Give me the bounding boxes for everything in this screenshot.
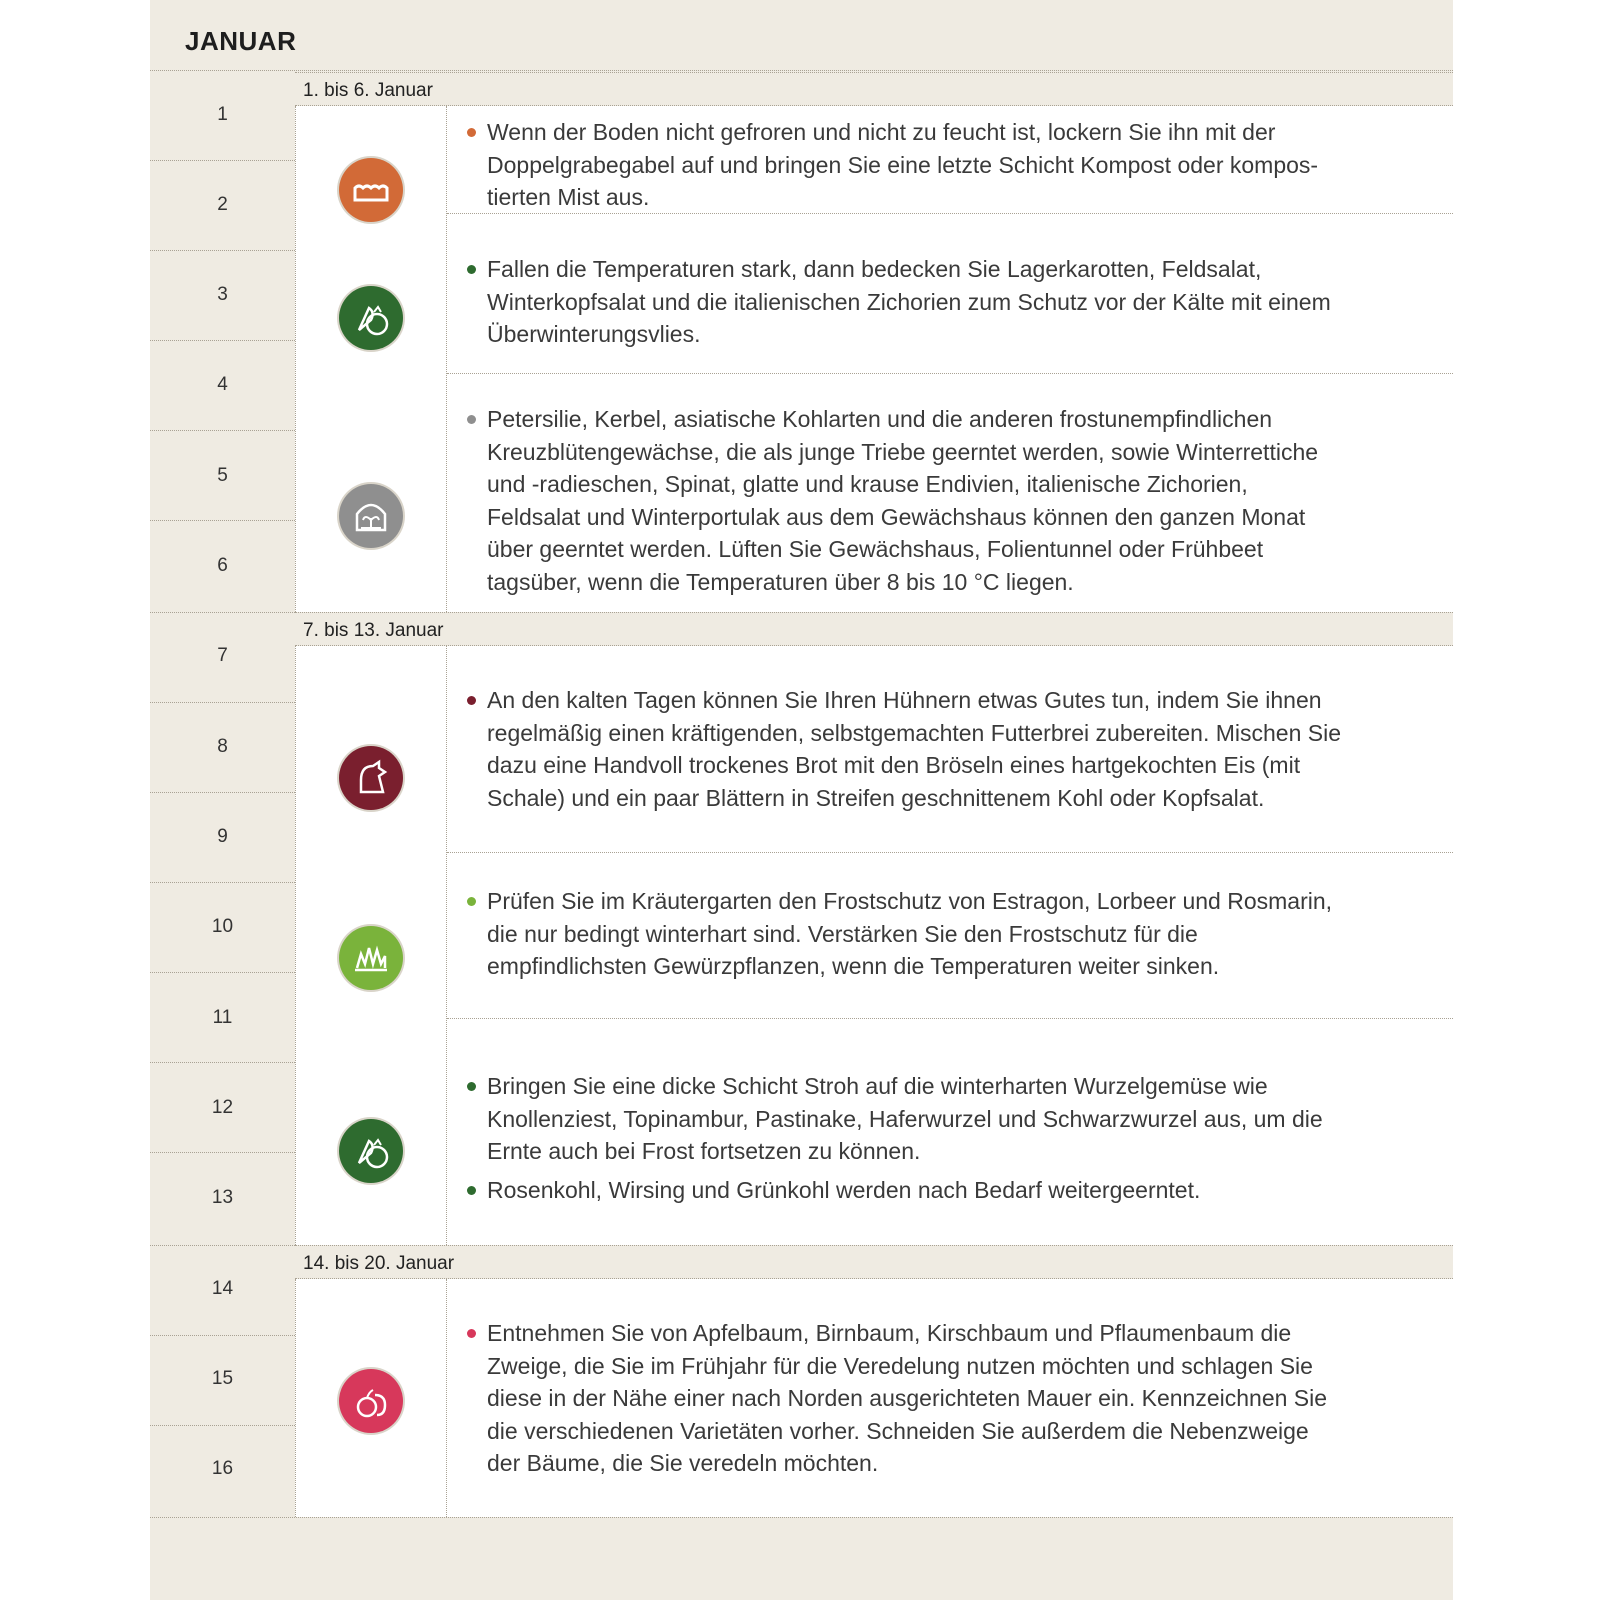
task-entry xyxy=(447,1018,1453,1245)
day-number: 13 xyxy=(211,1187,234,1208)
task-entry xyxy=(447,106,1453,214)
bullet-dot-icon xyxy=(467,1329,476,1338)
task-text xyxy=(447,684,1347,814)
task-entry xyxy=(447,852,1453,1019)
herbs-icon xyxy=(339,926,403,990)
week-label: 1. bis 6. Januar xyxy=(295,72,1453,106)
day-divider xyxy=(150,972,295,973)
task-bullet-text: An den kalten Tagen können Sie Ihren Hühnern etwas Gutes tun, indem Sie ihnen regelmäßig einen kräftigenden, selbstgemachten Futterbrei zubereiten. Mischen Sie dazu eine Handvoll trockenes Brot mit den Bröseln eines hartgekochten Eis (mit Schale) und ein paar Blättern in Streifen geschnittenem Kohl oder Kopfsalat. xyxy=(487,687,1342,811)
week-body xyxy=(295,106,1453,612)
task-entry xyxy=(447,213,1453,374)
bullet-dot-icon xyxy=(467,696,476,705)
task-bullet-text: Wenn der Boden nicht gefroren und nicht zu feucht ist, lockern Sie ihn mit der Doppelgrabegabel auf und bringen Sie eine letzte Schicht Kompost oder kompostierten Mist aus. xyxy=(487,119,1319,210)
bullet-dot-icon xyxy=(467,415,476,424)
day-number: 8 xyxy=(217,736,228,757)
task-bullet xyxy=(447,1174,1347,1207)
chicken-icon xyxy=(339,746,403,810)
greenhouse-icon xyxy=(339,484,403,548)
task-bullet-text: Entnehmen Sie von Apfelbaum, Birnbaum, Kirschbaum und Pflaumenbaum die Zweige, die Sie im Frühjahr für die Veredelung nutzen möchten und schlagen Sie diese in der Nähe einer nach Norden ausgerichteten Mauer ein. Kennzeichnen Sie die verschiedenen Varietäten vorher. Schneiden Sie außerdem die Nebenzweige der Bäume, die Sie veredeln möchten. xyxy=(487,1320,1328,1476)
day-number: 4 xyxy=(217,374,228,395)
day-divider xyxy=(150,250,295,251)
day-number: 14 xyxy=(211,1278,234,1299)
month-title: JANUAR xyxy=(185,26,297,56)
task-bullet xyxy=(447,403,1347,598)
day-divider xyxy=(150,702,295,703)
day-number: 7 xyxy=(217,645,228,666)
task-text xyxy=(447,1070,1347,1206)
day-number: 16 xyxy=(211,1458,234,1479)
task-text xyxy=(447,885,1347,983)
task-bullet xyxy=(447,1317,1347,1480)
task-bullet xyxy=(447,1070,1347,1168)
day-divider xyxy=(150,792,295,793)
task-bullet-text: Petersilie, Kerbel, asiatische Kohlarten und die anderen frostunempfindlichen Kreuzblütengewächse, die als junge Triebe geerntet werden, sowie Winterrettiche und -radieschen, Spinat, glatte und krause Endivien, italienische Zichorien, Feldsalat und Winterportulak aus dem Gewächshaus können den ganzen Monat über geerntet werden. Lüften Sie Gewächshaus, Folientunnel oder Frühbeet tagsüber, wenn die Temperaturen über 8 bis 10 °C liegen. xyxy=(487,406,1319,595)
bullet-dot-icon xyxy=(467,1186,476,1195)
day-divider xyxy=(150,1245,295,1246)
day-number: 2 xyxy=(217,194,228,215)
header-divider xyxy=(150,70,1453,71)
day-divider xyxy=(150,1425,295,1426)
week-label: 14. bis 20. Januar xyxy=(295,1245,1453,1279)
icon-column xyxy=(296,646,447,1245)
day-divider xyxy=(150,882,295,883)
vegetable-icon xyxy=(339,286,403,350)
task-bullet-text: Prüfen Sie im Kräutergarten den Frostschutz von Estragon, Lorbeer und Rosmarin, die nur bedingt winterhart sind. Verstärken Sie den Frostschutz für die empfindlichsten Gewürzpflanzen, wenn die Temperaturen weiter sinken. xyxy=(487,888,1333,979)
calendar-page xyxy=(150,0,1453,1600)
task-bullet-text: Fallen die Temperaturen stark, dann bedecken Sie Lagerkarotten, Feldsalat, Winterkopfsalat und die italienischen Zichorien zum Schutz vor der Kälte mit einem Überwinterungsvlies. xyxy=(487,256,1331,347)
day-number: 3 xyxy=(217,284,228,305)
task-bullet xyxy=(447,116,1347,214)
vegetable-icon xyxy=(339,1119,403,1183)
day-divider xyxy=(150,1335,295,1336)
fruit-icon xyxy=(339,1369,403,1433)
task-text xyxy=(447,1317,1347,1480)
day-number: 15 xyxy=(211,1368,234,1389)
task-entry xyxy=(447,646,1453,853)
day-divider xyxy=(150,520,295,521)
task-bullet xyxy=(447,684,1347,814)
bullet-dot-icon xyxy=(467,128,476,137)
bullet-dot-icon xyxy=(467,1082,476,1091)
day-number: 10 xyxy=(211,916,234,937)
day-number: 11 xyxy=(212,1007,233,1028)
task-text xyxy=(447,403,1347,598)
task-bullet xyxy=(447,885,1347,983)
task-entry xyxy=(447,1279,1453,1517)
day-divider xyxy=(150,340,295,341)
icon-column xyxy=(296,106,447,612)
day-number: 9 xyxy=(217,826,228,847)
task-entry xyxy=(447,373,1453,612)
week-body xyxy=(295,1279,1453,1517)
bullet-dot-icon xyxy=(467,265,476,274)
day-number: 1 xyxy=(217,104,228,125)
day-divider xyxy=(150,612,295,613)
week-label: 7. bis 13. Januar xyxy=(295,612,1453,646)
day-divider xyxy=(150,1152,295,1153)
day-number: 12 xyxy=(211,1097,234,1118)
soil-icon xyxy=(339,158,403,222)
footer-divider xyxy=(150,1517,1453,1518)
task-text xyxy=(447,116,1347,214)
task-bullet xyxy=(447,253,1347,351)
task-bullet-text: Rosenkohl, Wirsing und Grünkohl werden nach Bedarf weitergeerntet. xyxy=(487,1176,1201,1203)
day-divider xyxy=(150,160,295,161)
task-text xyxy=(447,253,1347,351)
bullet-dot-icon xyxy=(467,897,476,906)
task-bullet-text: Bringen Sie eine dicke Schicht Stroh auf die winterharten Wurzelgemüse wie Knollenziest, Topinambur, Pastinake, Haferwurzel und Schwarzwurzel aus, um die Ernte auch bei Frost fortsetzen zu können. xyxy=(487,1073,1323,1164)
day-number: 6 xyxy=(217,555,228,576)
day-divider xyxy=(150,430,295,431)
icon-column xyxy=(296,1279,447,1517)
day-divider xyxy=(150,1062,295,1063)
day-number: 5 xyxy=(217,465,228,486)
week-body xyxy=(295,646,1453,1245)
